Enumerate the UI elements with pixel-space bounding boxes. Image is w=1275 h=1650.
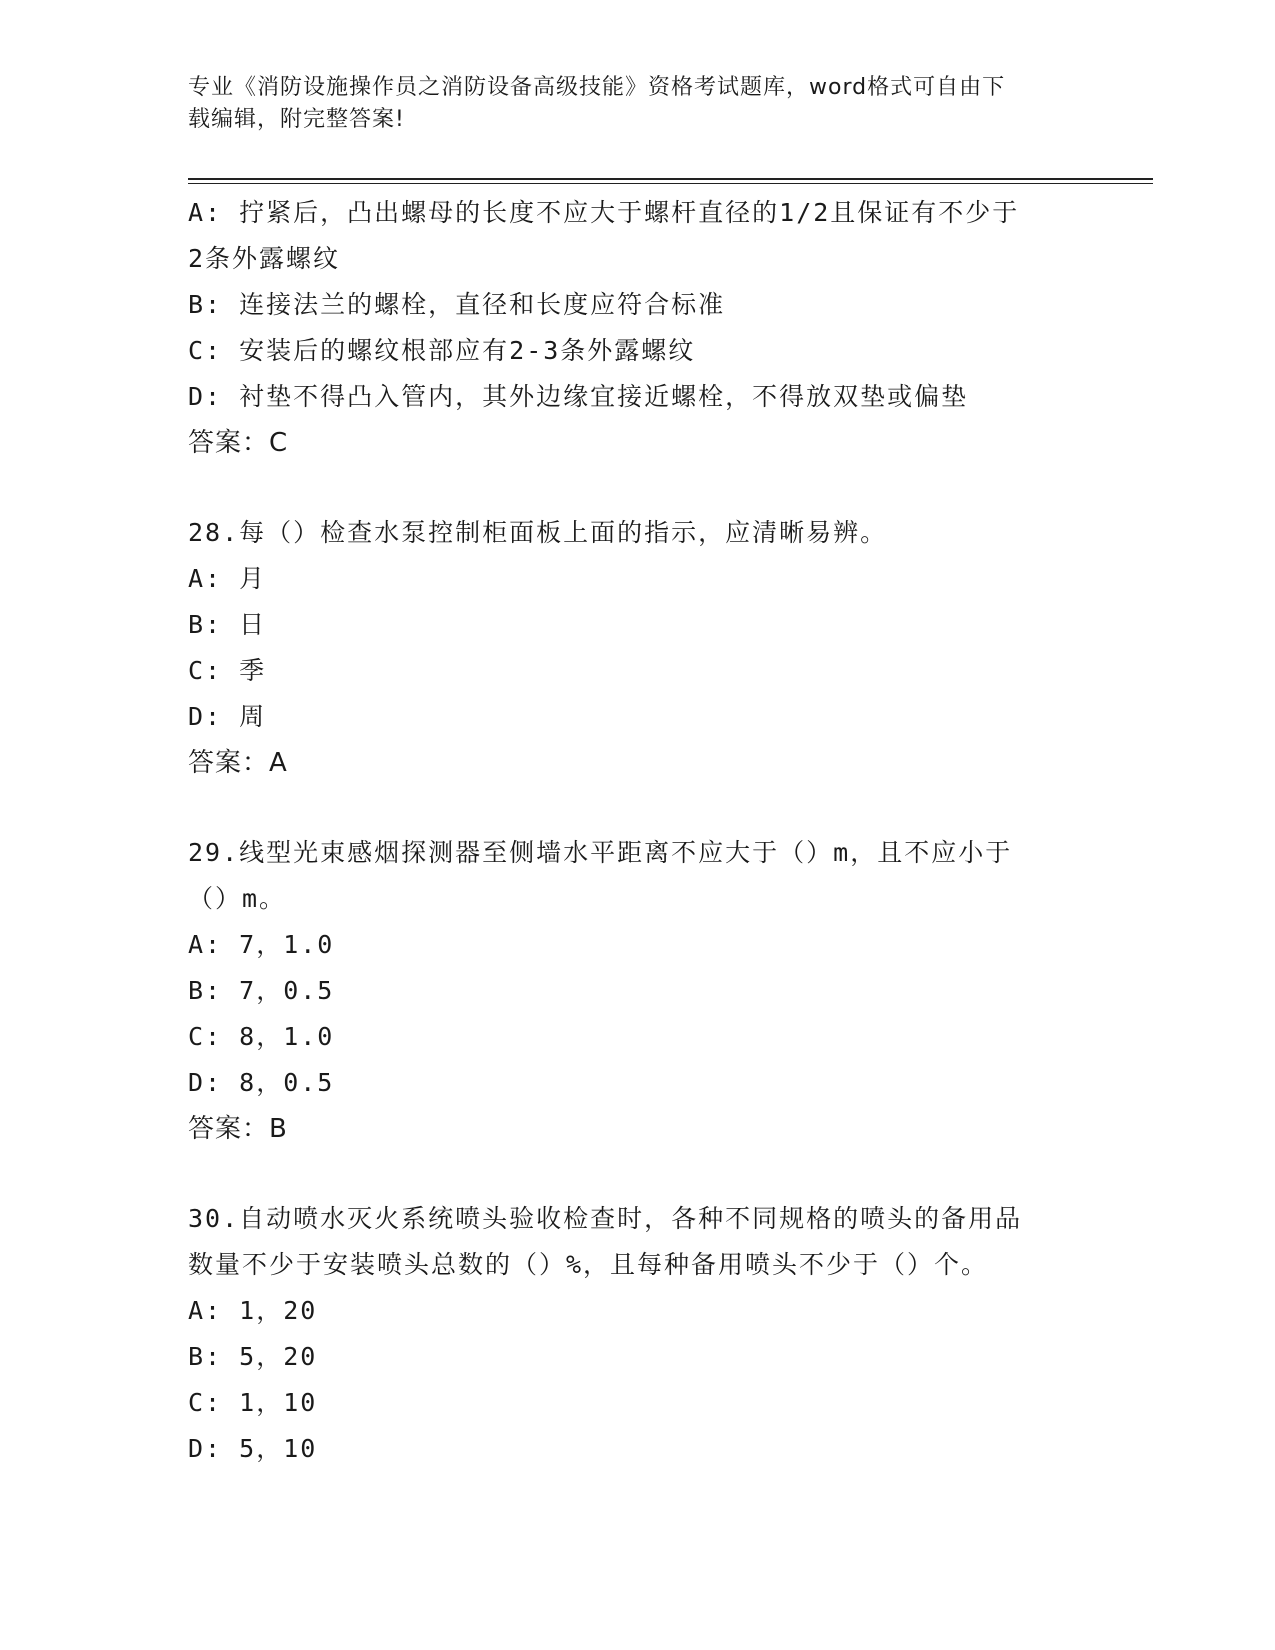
option-a: A: 月: [188, 564, 267, 593]
option-b: B: 日: [188, 610, 267, 639]
option-b: B: 连接法兰的螺栓，直径和长度应符合标准: [188, 290, 726, 319]
spacer: [188, 466, 1088, 510]
header-line-1: 专业《消防设施操作员之消防设备高级技能》资格考试题库，word格式可自由下: [188, 75, 1006, 100]
option-d: D: 衬垫不得凸入管内，其外边缘宜接近螺栓，不得放双垫或偏垫: [188, 382, 969, 411]
question-text-line-2: 数量不少于安装喷头总数的（）%，且每种备用喷头不少于（）个。: [188, 1250, 989, 1279]
question-text: 28.每（）检查水泵控制柜面板上面的指示，应清晰易辨。: [188, 518, 888, 547]
option-a-line-2: 2条外露螺纹: [188, 244, 341, 273]
answer: 答案：B: [188, 1114, 288, 1144]
question-list: [188, 190, 1088, 1472]
question-text-line-1: 29.线型光束感烟探测器至侧墙水平距离不应大于（）m，且不应小于: [188, 838, 1013, 867]
answer: 答案：A: [188, 748, 288, 778]
header-divider-thin: [188, 183, 1153, 184]
question-text-line-1: 30.自动喷水灭火系统喷头验收检查时，各种不同规格的喷头的备用品: [188, 1204, 1023, 1233]
option-c: C: 1，10: [188, 1388, 318, 1417]
option-a-line-1: A: 拧紧后，凸出螺母的长度不应大于螺杆直径的1/2且保证有不少于: [188, 198, 1020, 227]
option-c: C: 季: [188, 656, 267, 685]
option-d: D: 8，0.5: [188, 1068, 335, 1097]
spacer: [188, 1152, 1088, 1196]
question-30: [188, 1196, 1088, 1472]
question-29: [188, 830, 1088, 1152]
document-header: [188, 72, 1068, 136]
answer: 答案：C: [188, 428, 289, 458]
option-a: A: 7，1.0: [188, 930, 335, 959]
header-line-2: 载编辑，附完整答案!: [188, 107, 405, 132]
header-divider-thick: [188, 178, 1153, 180]
option-b: B: 5，20: [188, 1342, 318, 1371]
option-d: D: 5，10: [188, 1434, 318, 1463]
option-d: D: 周: [188, 702, 267, 731]
option-c: C: 8，1.0: [188, 1022, 335, 1051]
option-c: C: 安装后的螺纹根部应有2-3条外露螺纹: [188, 336, 696, 365]
option-b: B: 7，0.5: [188, 976, 335, 1005]
spacer: [188, 786, 1088, 830]
question-28: [188, 510, 1088, 786]
question-27: [188, 190, 1088, 466]
option-a: A: 1，20: [188, 1296, 318, 1325]
question-text-line-2: （）m。: [188, 884, 287, 913]
